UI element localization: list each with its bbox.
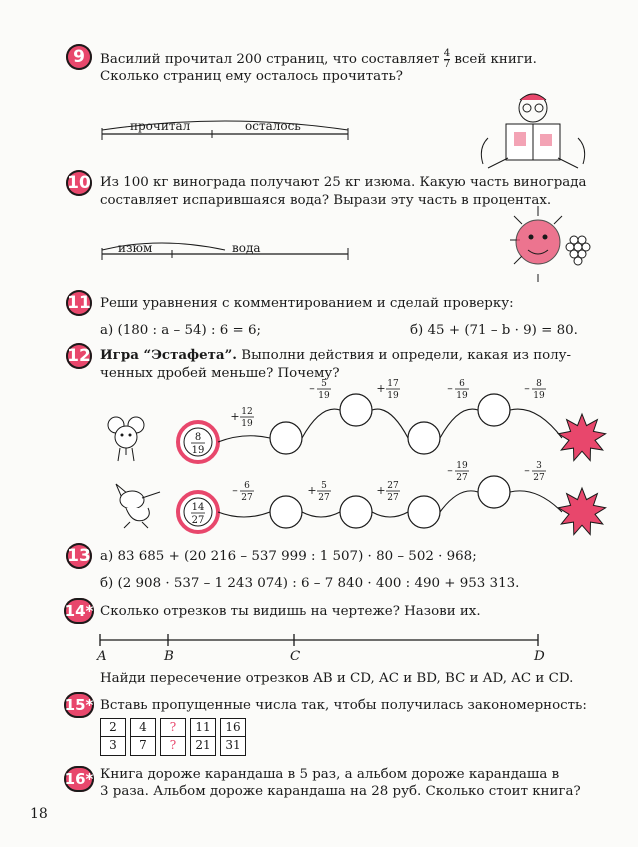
row1-op-5-sign: – [524,382,530,395]
row1-answer-circle-4 [478,394,510,426]
task-13-line-a: а) 83 685 + (20 216 – 537 999 : 1 507) · 80 – 502 · 968; [100,549,477,564]
task-14-text2: Найди пересечение отрезков AB и CD, AC и BD, BC и AD, AC и CD. [100,671,574,686]
row2-start-den: 27 [191,515,205,526]
row2-arrow-1 [218,512,270,517]
task-14-text: Сколько отрезков ты видишь на чертеже? Назови их. [100,604,481,619]
task-16-text-line1: Книга дороже карандаша в 5 раз, а альбом дороже карандаша в [100,767,560,782]
row1-op-2-den: 19 [318,391,330,401]
row1-arrow-1 [218,436,270,442]
task-12-number: 12 [66,343,92,369]
row2-op-1-den: 27 [241,493,253,503]
pattern-card-top: 4 [131,719,155,737]
sun-grapes-illustration [500,200,600,285]
row2-finish-star [558,488,605,535]
pattern-card-bottom: 7 [139,738,147,752]
mouse-illustration [102,415,152,465]
point-b-label: B [164,649,174,664]
row1-op-5-den: 19 [533,391,545,401]
point-d-label: D [534,649,545,664]
row1-op-2-sign: – [309,382,315,395]
row2-op-4-num: 19 [456,461,468,471]
row1-op-3-den: 19 [387,391,399,401]
task-13-line-b: б) (2 908 · 537 – 1 243 074) : 6 – 7 840 · 400 : 490 + 953 313. [100,576,520,591]
row2-op-3-sign: + [376,484,386,497]
row2-answer-circle-4 [478,476,510,508]
task-10-number: 10 [66,170,92,196]
row2-op-2-num: 5 [321,481,327,491]
task-9-text-line2: Сколько страниц ему осталось прочитать? [100,69,403,84]
frac-den: 7 [443,59,451,70]
task-11-eq-a: а) (180 : a – 54) : 6 = 6; [100,323,262,338]
row1-op-4-den: 19 [456,391,468,401]
task-9-text-start: Василий прочитал 200 страниц, что составляет [100,52,440,67]
row2-arrow-3 [372,512,408,517]
task-13-number: 13 [66,543,92,569]
row1-op-1-den: 19 [241,419,253,429]
row2-arrow-5 [510,491,562,512]
pattern-card-3 [160,718,186,756]
task-9-number: 9 [66,44,92,70]
row2-op-5-den: 27 [533,473,545,483]
task-9-text-end: всей книги. [454,52,537,67]
row2-op-5-sign: – [524,464,530,477]
reading-boy-illustration [478,88,588,178]
row2-arrow-2 [302,512,340,517]
task-12-text-line1 [100,347,571,364]
row2-answer-circle-2 [340,496,372,528]
row2-arrow-4 [440,491,478,512]
task-14-number: 14* [64,598,94,624]
task-9-fraction [444,49,450,70]
fox-illustration [108,480,168,530]
row1-arrow-3 [372,409,408,438]
pattern-card-4 [190,718,216,756]
task-11-number: 11 [66,290,92,316]
row1-arrow-4 [440,409,478,438]
row1-start-num: 8 [194,432,202,443]
pattern-card-top: 2 [101,719,125,737]
row2-op-4-sign: – [447,464,453,477]
point-a-label: A [97,649,107,664]
row1-op-5-num: 8 [536,379,542,389]
row1-finish-star [558,414,605,461]
task-12-text-rest: Выполни действия и определи, какая из полу- [241,348,572,363]
row1-answer-circle-1 [270,422,302,454]
row1-op-3-num: 17 [387,379,399,389]
row2-op-4-den: 27 [456,473,468,483]
row2-op-5-num: 3 [536,461,542,471]
row1-op-4-sign: – [447,382,453,395]
row2-op-3-den: 27 [387,493,399,503]
row1-answer-circle-2 [340,394,372,426]
pattern-card-bottom: 21 [195,738,211,752]
relay-diagram [0,380,638,545]
pattern-card-2 [130,718,156,756]
task-11-text: Реши уравнения с комментированием и сделай проверку: [100,296,514,311]
pattern-card-1 [100,718,126,756]
row1-op-1-sign: + [230,410,240,423]
row2-op-1-num: 6 [244,481,250,491]
task-10-label-water: вода [232,241,261,255]
row2-op-1-sign: – [232,484,238,497]
page-number: 18 [30,806,48,822]
row1-arrow-2 [302,409,340,438]
pattern-card-bottom[interactable]: ? [169,738,177,752]
row2-answer-circle-3 [408,496,440,528]
task-14-segment-drawing [98,630,548,650]
task-16-number: 16* [64,766,94,792]
row2-start-num: 14 [191,502,205,513]
row1-op-2-num: 5 [321,379,327,389]
row1-op-4-num: 6 [459,379,465,389]
task-9-label-read: прочитал [130,119,191,133]
pattern-card-top: 11 [191,719,215,737]
pattern-card-bottom: 31 [225,738,241,752]
row1-op-1-num: 12 [241,407,253,417]
task-10-label-raisin: изюм [118,241,153,255]
task-10-text-line1: Из 100 кг винограда получают 25 кг изюма. Какую часть винограда [100,175,587,190]
pattern-card-bottom: 3 [109,738,117,752]
task-10-text-line2: составляет испарившаяся вода? Вырази эту часть в процентах. [100,193,552,208]
row1-arrow-5 [510,409,562,438]
task-9-text-line1 [100,49,620,70]
pattern-card-top[interactable]: ? [161,719,185,737]
row2-answer-circle-1 [270,496,302,528]
task-15-text: Вставь пропущенные числа так, чтобы получилась закономерность: [100,698,587,713]
point-c-label: C [290,649,301,664]
task-9-label-left: осталось [245,119,301,133]
row2-op-2-den: 27 [318,493,330,503]
row1-op-3-sign: + [376,382,386,395]
pattern-card-5 [220,718,246,756]
frac-num: 4 [443,48,451,59]
task-11-eq-b: б) 45 + (71 – b · 9) = 80. [410,323,578,338]
task-12-text-line2: ченных дробей меньше? Почему? [100,366,340,381]
task-12-title: Игра “Эстафета”. [100,347,237,363]
pattern-card-top: 16 [221,719,245,737]
row1-start-den: 19 [191,445,205,456]
task-16-text-line2: 3 раза. Альбом дороже карандаша на 28 руб. Сколько стоит книга? [100,784,581,799]
row2-op-2-sign: + [307,484,317,497]
row1-answer-circle-3 [408,422,440,454]
row2-op-3-num: 27 [387,481,399,491]
task-15-number: 15* [64,692,94,718]
